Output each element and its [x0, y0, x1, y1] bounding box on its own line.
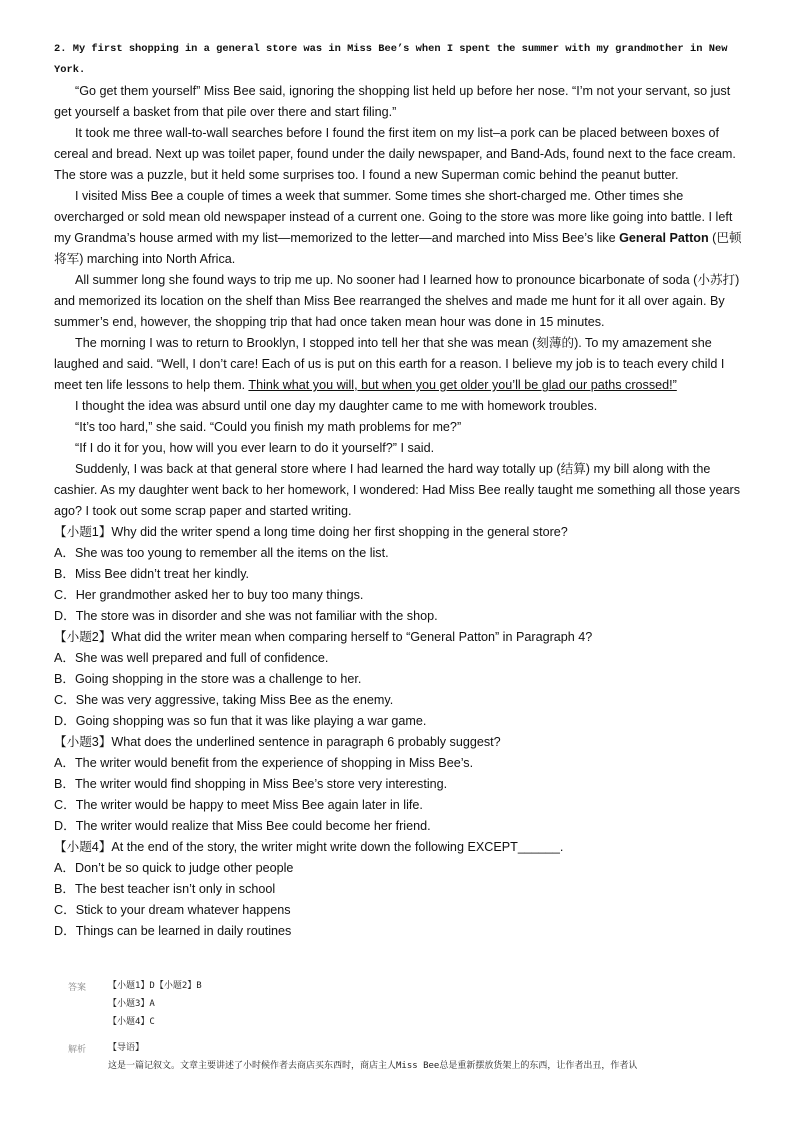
paragraph-7: “It’s too hard,” she said. “Could you finish my math problems for me?” — [75, 420, 462, 434]
paragraph-5-text: The morning I was to return to Brooklyn, I stopped into tell her that she was mean (刻薄的). To my amazement she laughed and said. “Well, I don’t care! Each of us is put on this earth for a reason. I believe my job is to teach every child I meet ten life lessons to help them. — [54, 336, 725, 392]
question-2-option-a: A．She was well prepared and full of confidence. — [54, 651, 329, 665]
answer-label: 答案 — [68, 983, 87, 993]
answer-line-1: 【小题1】D【小题2】B — [108, 981, 202, 991]
paragraph-3-text-a: I visited Miss Bee a couple of times a week that summer. Some times she short-charged me. Other times she overcharged or sold mean old newspaper instead of a current one. Going to the store was more like going into battle. I left my Grandma’s house armed with my list—memorized to the letter—and marched into Miss Bee’s like — [54, 189, 733, 245]
question-3-option-c: C．The writer would be happy to meet Miss Bee again later in life. — [54, 798, 423, 812]
paragraph-6: I thought the idea was absurd until one day my daughter came to me with homework troubles. — [75, 399, 598, 413]
analysis-title: 【导语】 — [108, 1043, 145, 1053]
passage-body — [54, 81, 744, 942]
question-2-option-c: C．She was very aggressive, taking Miss Bee as the enemy. — [54, 693, 394, 707]
answer-line-2: 【小题3】A — [108, 999, 155, 1009]
question-4-stem: 【小题4】At the end of the story, the writer might write down the following EXCEPT______. — [54, 840, 564, 854]
answer-line-3: 【小题4】C — [108, 1017, 155, 1027]
underlined-sentence: Think what you will, but when you get older you’ll be glad our paths crossed!” — [248, 378, 677, 392]
paragraph-8: “If I do it for you, how will you ever learn to do it yourself?” I said. — [75, 441, 435, 455]
passage-heading-line-1: 2. My first shopping in a general store was in Miss Bee’s when I spent the summer with my grandmother in New — [54, 43, 728, 55]
question-3-option-a: A．The writer would benefit from the experience of shopping in Miss Bee’s. — [54, 756, 474, 770]
question-2-stem: 【小题2】What did the writer mean when comparing herself to “General Patton” in Paragraph 4? — [54, 630, 593, 644]
question-1-stem: 【小题1】Why did the writer spend a long time doing her first shopping in the general store? — [54, 525, 568, 539]
question-2-option-b: B．Going shopping in the store was a challenge to her. — [54, 672, 362, 686]
question-3-option-b: B．The writer would find shopping in Miss Bee’s store very interesting. — [54, 777, 448, 791]
question-4-option-b: B．The best teacher isn’t only in school — [54, 882, 276, 896]
paragraph-1: “Go get them yourself” Miss Bee said, ignoring the shopping list held up before her nose. “I’m not your servant, so just get yourself a basket from that pile over there and start filing.” — [54, 84, 731, 119]
question-1-option-a: A．She was too young to remember all the items on the list. — [54, 546, 389, 560]
paragraph-3-text-b: (巴顿将军) marching into North Africa. — [54, 231, 742, 266]
general-patton-bold: General Patton — [619, 231, 709, 245]
question-1-option-b: B．Miss Bee didn’t treat her kindly. — [54, 567, 250, 581]
question-3-stem: 【小题3】What does the underlined sentence in paragraph 6 probably suggest? — [54, 735, 501, 749]
question-1-option-c: C．Her grandmother asked her to buy too many things. — [54, 588, 364, 602]
question-4-option-a: A．Don’t be so quick to judge other people — [54, 861, 294, 875]
paragraph-9: Suddenly, I was back at that general store where I had learned the hard way totally up (结算) my bill along with the cashier. As my daughter went back to her homework, I wondered: Had Miss Bee really taught me something all those years ago? I took out some scrap paper and started writing. — [54, 462, 741, 518]
question-2-option-d: D．Going shopping was so fun that it was like playing a war game. — [54, 714, 427, 728]
question-3-option-d: D．The writer would realize that Miss Bee could become her friend. — [54, 819, 431, 833]
analysis-label: 解析 — [68, 1045, 87, 1055]
paragraph-2: It took me three wall-to-wall searches before I found the first item on my list–a pork can be placed between boxes of cereal and bread. Next up was toilet paper, found under the daily newspaper, and Band-Ads, found next to the face cream. The store was a puzzle, but it held some surprises too. I found a new Superman comic behind the peanut butter. — [54, 126, 736, 182]
question-4-option-d: D．Things can be learned in daily routines — [54, 924, 292, 938]
paragraph-4: All summer long she found ways to trip me up. No sooner had I learned how to pronounce bicarbonate of soda (小苏打) and memorized its location on the shelf than Miss Bee rearranged the shelves and made me hunt for it all over again. By summer’s end, however, the shopping trip that had once taken mean hour was done in 15 minutes. — [54, 273, 740, 329]
paragraph-5 — [54, 333, 744, 396]
passage-heading-line-2: York. — [54, 64, 86, 76]
question-1-option-d: D．The store was in disorder and she was not familiar with the shop. — [54, 609, 438, 623]
analysis-text: 这是一篇记叙文。文章主要讲述了小时候作者去商店买东西时，商店主人Miss Bee总是重新摆放货架上的东西，让作者出丑，作者认 — [108, 1061, 638, 1071]
question-4-option-c: C．Stick to your dream whatever happens — [54, 903, 291, 917]
paragraph-3 — [54, 186, 744, 270]
